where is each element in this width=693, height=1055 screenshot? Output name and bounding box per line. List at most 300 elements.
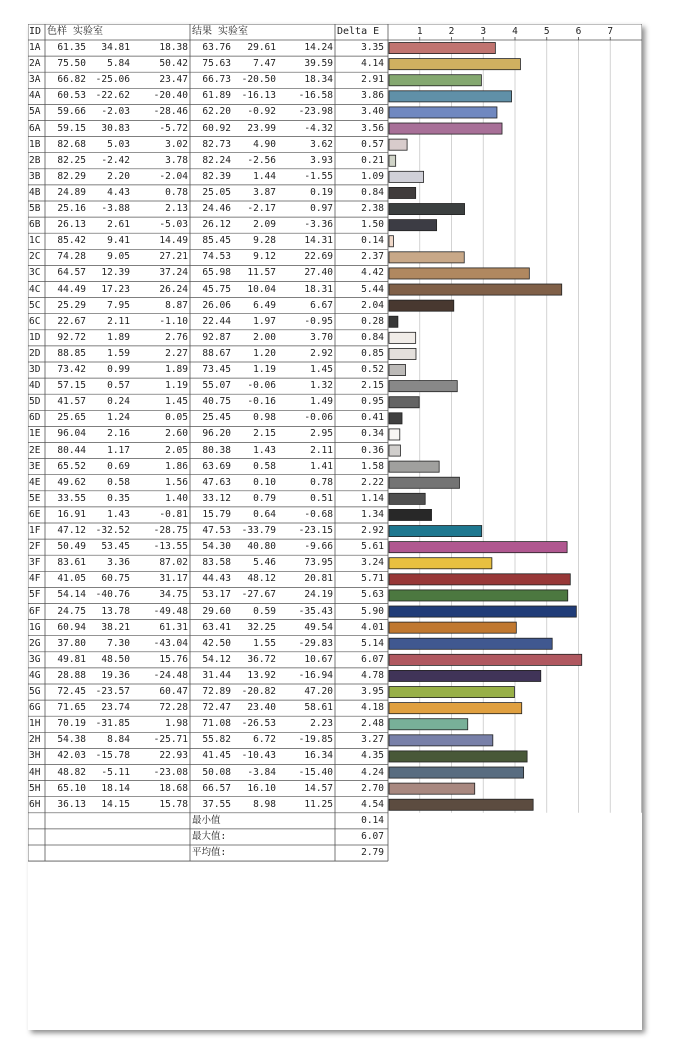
delta-e-bar: [389, 220, 437, 231]
sample-lab-value: 0.99: [107, 364, 130, 375]
result-lab-value: -29.83: [298, 637, 333, 649]
delta-e-value: 4.18: [361, 702, 384, 714]
sample-lab-value: -5.03: [159, 219, 188, 231]
delta-e-value: 1.58: [361, 460, 384, 472]
row-id: 2A: [29, 58, 41, 70]
result-lab-value: -0.06: [247, 380, 276, 392]
result-lab-value: 88.67: [202, 347, 231, 359]
delta-e-bar: [389, 558, 492, 569]
sample-lab-value: 2.20: [107, 170, 130, 182]
sample-lab-value: 92.72: [57, 331, 86, 343]
sample-lab-value: 0.69: [107, 460, 130, 472]
row-id: 3F: [29, 557, 41, 569]
row-id: 5E: [29, 492, 41, 504]
result-lab-value: -0.06: [304, 412, 333, 424]
delta-e-value: 2.38: [361, 203, 384, 214]
row-id: 2E: [29, 444, 41, 456]
sample-lab-value: 1.56: [165, 476, 188, 488]
sample-lab-value: 1.24: [107, 412, 130, 424]
result-lab-value: 65.98: [202, 267, 231, 279]
result-lab-value: 31.44: [202, 669, 231, 681]
row-id: 1D: [29, 331, 41, 343]
sample-lab-value: 3.78: [165, 154, 188, 166]
sample-lab-value: 88.85: [57, 347, 86, 359]
row-id: 1E: [29, 428, 41, 440]
result-lab-value: 6.49: [253, 299, 276, 311]
sample-lab-value: 1.59: [107, 347, 130, 359]
sample-lab-value: 54.14: [57, 589, 86, 601]
sample-lab-value: 2.60: [165, 428, 188, 440]
result-lab-value: -4.32: [304, 122, 333, 134]
sample-lab-value: 64.57: [57, 267, 86, 279]
sample-lab-value: -5.72: [159, 122, 188, 134]
result-lab-value: 25.45: [202, 412, 231, 424]
report-sheet: [28, 24, 642, 1030]
delta-e-value: 5.44: [361, 283, 384, 295]
sample-lab-value: -13.55: [153, 541, 188, 553]
sample-lab-value: -2.04: [159, 170, 188, 182]
axis-tick-label: 6: [575, 26, 582, 37]
delta-e-value: 2.15: [361, 380, 384, 392]
result-lab-value: 6.72: [253, 734, 276, 746]
sample-lab-value: -23.57: [95, 686, 130, 697]
delta-e-bar: [389, 606, 576, 617]
sample-lab-value: 57.15: [57, 380, 86, 392]
result-lab-value: 85.45: [202, 235, 231, 247]
delta-e-value: 1.34: [361, 508, 384, 520]
sample-lab-value: 22.67: [57, 315, 86, 327]
result-lab-value: 2.95: [310, 428, 333, 440]
sample-lab-value: 2.16: [107, 428, 130, 440]
result-lab-value: -0.92: [247, 106, 276, 118]
sample-lab-value: 80.44: [57, 444, 86, 456]
result-lab-value: -9.66: [304, 541, 333, 553]
sample-lab-value: 72.45: [57, 686, 86, 697]
delta-e-bar: [389, 123, 502, 134]
sample-lab-value: 31.17: [159, 573, 188, 585]
result-lab-value: 0.64: [253, 508, 276, 520]
delta-e-value: 2.37: [361, 251, 384, 263]
sample-lab-value: 25.65: [57, 412, 86, 424]
result-lab-value: 16.10: [247, 782, 276, 794]
row-id: 1G: [29, 621, 41, 633]
delta-e-value: 0.84: [361, 331, 384, 343]
row-id: 5D: [29, 396, 41, 408]
sample-lab-value: 37.24: [159, 267, 188, 279]
row-id: 2B: [29, 154, 41, 166]
sample-lab-value: -28.46: [153, 106, 188, 118]
row-id: 5A: [29, 106, 41, 118]
result-lab-value: 1.43: [253, 444, 276, 456]
delta-e-bar: [389, 719, 468, 730]
sample-lab-value: 70.19: [57, 718, 86, 730]
delta-e-bar: [389, 43, 495, 54]
result-lab-value: 18.31: [304, 283, 333, 295]
row-id: 6D: [29, 412, 41, 424]
sample-lab-value: 18.68: [159, 782, 188, 794]
sample-lab-value: 65.52: [57, 460, 86, 472]
delta-e-value: 3.27: [361, 734, 384, 746]
sample-lab-value: -49.48: [153, 605, 188, 617]
sample-lab-value: 24.89: [57, 186, 86, 198]
result-lab-value: 72.47: [202, 702, 231, 714]
sample-lab-value: 82.29: [57, 170, 86, 182]
result-lab-value: 45.75: [202, 283, 231, 295]
delta-e-bar: [389, 397, 419, 408]
result-lab-value: 2.00: [253, 331, 276, 343]
delta-e-value: 0.57: [361, 138, 384, 150]
result-lab-value: 63.76: [202, 42, 231, 53]
sample-lab-value: 72.28: [159, 702, 188, 714]
result-lab-value: 8.98: [253, 798, 276, 810]
result-lab-value: 22.69: [304, 251, 333, 263]
delta-e-value: 0.14: [361, 235, 384, 247]
sample-lab-value: 83.61: [57, 557, 86, 569]
delta-e-bar: [389, 799, 533, 810]
sample-lab-value: 42.03: [57, 750, 86, 762]
delta-e-bar: [389, 509, 432, 520]
result-lab-value: 47.20: [304, 686, 333, 697]
result-lab-value: 14.24: [304, 42, 333, 53]
sample-lab-value: 47.12: [57, 525, 86, 536]
header-delta-e: Delta E: [337, 26, 380, 37]
axis-tick-label: 1: [416, 26, 423, 37]
result-lab-value: -0.68: [304, 508, 333, 520]
delta-e-value: 1.50: [361, 219, 384, 231]
result-lab-value: 40.80: [247, 541, 276, 553]
sample-lab-value: 2.76: [165, 331, 188, 343]
delta-e-value: 3.40: [361, 106, 384, 118]
delta-e-value: 4.42: [361, 267, 384, 279]
delta-e-bar: [389, 622, 516, 633]
delta-e-value: 5.90: [361, 605, 384, 617]
delta-e-bar: [389, 783, 475, 794]
sample-lab-value: 49.81: [57, 653, 86, 665]
sample-lab-value: -2.03: [101, 106, 130, 118]
delta-e-bar: [389, 429, 400, 440]
sample-lab-value: -40.76: [95, 589, 130, 601]
delta-e-value: 4.54: [361, 798, 384, 810]
result-lab-value: -2.56: [247, 154, 276, 166]
result-lab-value: 0.10: [253, 476, 276, 488]
row-id: 3G: [29, 653, 41, 665]
result-lab-value: 72.89: [202, 686, 231, 697]
sample-lab-value: 61.35: [57, 42, 86, 53]
sample-lab-value: 0.05: [165, 412, 188, 424]
row-id: 2F: [29, 541, 41, 553]
sample-lab-value: 48.82: [57, 766, 86, 778]
result-lab-value: -16.58: [298, 90, 333, 102]
result-lab-value: 0.97: [310, 203, 333, 214]
sample-lab-value: 85.42: [57, 235, 86, 247]
sample-lab-value: 8.84: [107, 734, 130, 746]
sample-lab-value: 34.81: [101, 42, 130, 53]
row-id: 4D: [29, 380, 41, 392]
result-lab-value: 0.79: [253, 492, 276, 504]
result-lab-value: 23.40: [247, 702, 276, 714]
result-lab-value: 2.09: [253, 219, 276, 231]
sample-lab-value: 60.75: [101, 573, 130, 585]
row-id: 5C: [29, 299, 41, 311]
sample-lab-value: 96.04: [57, 428, 86, 440]
delta-e-value: 6.07: [361, 653, 384, 665]
summary-value: 6.07: [361, 830, 384, 842]
result-lab-value: 3.62: [310, 138, 333, 150]
result-lab-value: 41.45: [202, 750, 231, 762]
sample-lab-value: 65.10: [57, 782, 86, 794]
result-lab-value: -0.95: [304, 315, 333, 327]
delta-e-bar: [389, 493, 425, 504]
sample-lab-value: 59.15: [57, 122, 86, 134]
summary-value: 2.79: [361, 847, 384, 858]
delta-e-value: 1.09: [361, 170, 384, 182]
result-lab-value: 58.61: [304, 702, 333, 714]
result-lab-value: 23.99: [247, 122, 276, 134]
sample-lab-value: 2.27: [165, 347, 188, 359]
delta-e-value: 0.95: [361, 396, 384, 408]
result-lab-value: 48.12: [247, 573, 276, 585]
result-lab-value: 9.12: [253, 251, 276, 263]
result-lab-value: -23.15: [298, 525, 333, 536]
sample-lab-value: -2.42: [101, 154, 130, 166]
sample-lab-value: 0.78: [165, 186, 188, 198]
result-lab-value: 82.24: [202, 154, 231, 166]
result-lab-value: 14.57: [304, 782, 333, 794]
delta-e-bar: [389, 252, 464, 263]
result-lab-value: 1.32: [310, 380, 333, 392]
sample-lab-value: -24.48: [153, 669, 188, 681]
result-lab-value: 2.92: [310, 347, 333, 359]
delta-e-bar: [389, 542, 567, 553]
sample-lab-value: 2.05: [165, 444, 188, 456]
sample-lab-value: 26.24: [159, 283, 188, 295]
delta-e-bar: [389, 381, 457, 392]
sample-lab-value: 25.16: [57, 203, 86, 214]
result-lab-value: 14.31: [304, 235, 333, 247]
result-lab-value: 3.70: [310, 331, 333, 343]
delta-e-value: 0.84: [361, 186, 384, 198]
result-lab-value: 0.59: [253, 605, 276, 617]
sample-lab-value: 25.29: [57, 299, 86, 311]
result-lab-value: 26.12: [202, 219, 231, 231]
delta-e-value: 2.91: [361, 74, 384, 86]
result-lab-value: 32.25: [247, 621, 276, 633]
row-id: 2H: [29, 734, 41, 746]
result-lab-value: 36.72: [247, 653, 276, 665]
sample-lab-value: 54.38: [57, 734, 86, 746]
result-lab-value: 1.44: [253, 170, 276, 182]
delta-e-value: 5.61: [361, 541, 384, 553]
delta-e-value: 4.35: [361, 750, 384, 762]
result-lab-value: 0.58: [253, 460, 276, 472]
row-id: 1B: [29, 138, 41, 150]
result-lab-value: 10.67: [304, 653, 333, 665]
result-lab-value: 3.87: [253, 186, 276, 198]
sample-lab-value: 1.40: [165, 492, 188, 504]
delta-e-value: 2.70: [361, 782, 384, 794]
summary-label: 平均值:: [192, 847, 227, 858]
sample-lab-value: 41.57: [57, 396, 86, 408]
result-lab-value: 44.43: [202, 573, 231, 585]
result-lab-value: -3.36: [304, 219, 333, 231]
sample-lab-value: 60.47: [159, 686, 188, 697]
delta-e-value: 0.52: [361, 364, 384, 375]
delta-e-value: 0.34: [361, 428, 384, 440]
delta-e-value: 3.24: [361, 557, 384, 569]
delta-e-bar: [389, 767, 524, 778]
delta-e-bar: [389, 703, 522, 714]
sample-lab-value: 12.39: [101, 267, 130, 279]
sample-lab-value: 1.86: [165, 460, 188, 472]
result-lab-value: 63.69: [202, 460, 231, 472]
sample-lab-value: 2.11: [107, 315, 130, 327]
result-lab-value: 11.57: [247, 267, 276, 279]
row-id: 6C: [29, 315, 41, 327]
delta-e-bar: [389, 187, 416, 198]
result-lab-value: 63.41: [202, 621, 231, 633]
result-lab-value: 22.44: [202, 315, 231, 327]
delta-e-bar: [389, 316, 398, 327]
sample-lab-value: 0.58: [107, 476, 130, 488]
result-lab-value: 29.60: [202, 605, 231, 617]
row-id: 2D: [29, 347, 41, 359]
result-lab-value: 54.30: [202, 541, 231, 553]
sample-lab-value: -28.75: [153, 525, 188, 536]
sample-lab-value: 3.02: [165, 138, 188, 150]
delta-e-bar: [389, 445, 400, 456]
result-lab-value: 71.08: [202, 718, 231, 730]
delta-e-value: 0.21: [361, 154, 384, 166]
sample-lab-value: -22.62: [95, 90, 130, 102]
delta-e-value: 3.56: [361, 122, 384, 134]
result-lab-value: 42.50: [202, 637, 231, 649]
row-id: 4A: [29, 90, 41, 102]
result-lab-value: 5.46: [253, 557, 276, 569]
sample-lab-value: 61.31: [159, 621, 188, 633]
axis-tick-label: 7: [607, 26, 614, 37]
row-id: 4H: [29, 766, 41, 778]
sample-lab-value: -20.40: [153, 90, 188, 102]
result-lab-value: -33.79: [241, 525, 276, 536]
result-lab-value: 92.87: [202, 331, 231, 343]
delta-e-bar: [389, 654, 582, 665]
result-lab-value: 25.05: [202, 186, 231, 198]
result-lab-value: 29.61: [247, 42, 276, 53]
row-id: 1A: [29, 42, 41, 53]
sample-lab-value: 71.65: [57, 702, 86, 714]
result-lab-value: 9.28: [253, 235, 276, 247]
result-lab-value: -10.43: [241, 750, 276, 762]
row-id: 4F: [29, 573, 41, 585]
sample-lab-value: 75.50: [57, 58, 86, 70]
delta-e-bar: [389, 139, 407, 150]
result-lab-value: 27.40: [304, 267, 333, 279]
sample-lab-value: 82.68: [57, 138, 86, 150]
row-id: 1H: [29, 718, 41, 730]
result-lab-value: 54.12: [202, 653, 231, 665]
sample-lab-value: 8.87: [165, 299, 188, 311]
sample-lab-value: 1.98: [165, 718, 188, 730]
result-lab-value: 73.45: [202, 364, 231, 375]
result-lab-value: 80.38: [202, 444, 231, 456]
result-lab-value: -16.13: [241, 90, 276, 102]
delta-e-bar: [389, 75, 481, 86]
result-lab-value: 15.79: [202, 508, 231, 520]
row-id: 3B: [29, 170, 41, 182]
result-lab-value: 2.23: [310, 718, 333, 730]
result-lab-value: 66.57: [202, 782, 231, 794]
delta-e-bar: [389, 670, 541, 681]
row-id: 6E: [29, 508, 41, 520]
delta-e-value: 2.48: [361, 718, 384, 730]
delta-e-bar: [389, 171, 424, 182]
delta-e-value: 5.14: [361, 637, 384, 649]
delta-e-bar: [389, 751, 527, 762]
sample-lab-value: 5.84: [107, 58, 130, 70]
delta-e-value: 4.01: [361, 621, 384, 633]
delta-e-bar: [389, 477, 459, 488]
result-lab-value: 4.90: [253, 138, 276, 150]
sample-lab-value: 22.93: [159, 750, 188, 762]
result-lab-value: 40.75: [202, 396, 231, 408]
delta-e-bar: [389, 638, 552, 649]
sample-lab-value: 50.49: [57, 541, 86, 553]
sample-lab-value: 13.78: [101, 605, 130, 617]
axis-tick-label: 3: [480, 26, 487, 37]
result-lab-value: -35.43: [298, 605, 333, 617]
sample-lab-value: -3.88: [101, 203, 130, 214]
delta-e-value: 0.85: [361, 347, 384, 359]
delta-e-value: 3.95: [361, 686, 384, 697]
sample-lab-value: 7.95: [107, 299, 130, 311]
axis-tick-label: 2: [448, 26, 455, 37]
sample-lab-value: 18.14: [101, 782, 130, 794]
sample-lab-value: 59.66: [57, 106, 86, 118]
sample-lab-value: 74.28: [57, 251, 86, 263]
delta-e-bar: [389, 574, 570, 585]
delta-e-value: 4.78: [361, 669, 384, 681]
result-lab-value: -26.53: [241, 718, 276, 730]
sample-lab-value: 44.49: [57, 283, 86, 295]
sample-lab-value: 3.36: [107, 557, 130, 569]
sample-lab-value: 17.23: [101, 283, 130, 295]
sample-lab-value: 48.50: [101, 653, 130, 665]
delta-e-bar: [389, 59, 520, 70]
result-lab-value: 74.53: [202, 251, 231, 263]
row-id: 6G: [29, 702, 41, 714]
delta-e-value: 4.24: [361, 766, 384, 778]
result-lab-value: 61.89: [202, 90, 231, 102]
result-lab-value: -3.84: [247, 766, 276, 778]
row-id: 2C: [29, 251, 41, 263]
delta-e-bar: [389, 413, 402, 424]
sample-lab-value: 26.13: [57, 219, 86, 231]
result-lab-value: 75.63: [202, 58, 231, 70]
result-lab-value: 0.51: [310, 492, 333, 504]
sample-lab-value: -32.52: [95, 525, 130, 536]
result-lab-value: -2.17: [247, 203, 276, 214]
delta-e-bar: [389, 268, 529, 279]
row-id: 5B: [29, 203, 41, 214]
row-id: 6F: [29, 605, 41, 617]
result-lab-value: 82.39: [202, 170, 231, 182]
result-lab-value: -0.16: [247, 396, 276, 408]
row-id: 4G: [29, 669, 41, 681]
result-lab-value: 1.41: [310, 460, 333, 472]
result-lab-value: 0.98: [253, 412, 276, 424]
sample-lab-value: 9.41: [107, 235, 130, 247]
result-lab-value: 39.59: [304, 58, 333, 70]
